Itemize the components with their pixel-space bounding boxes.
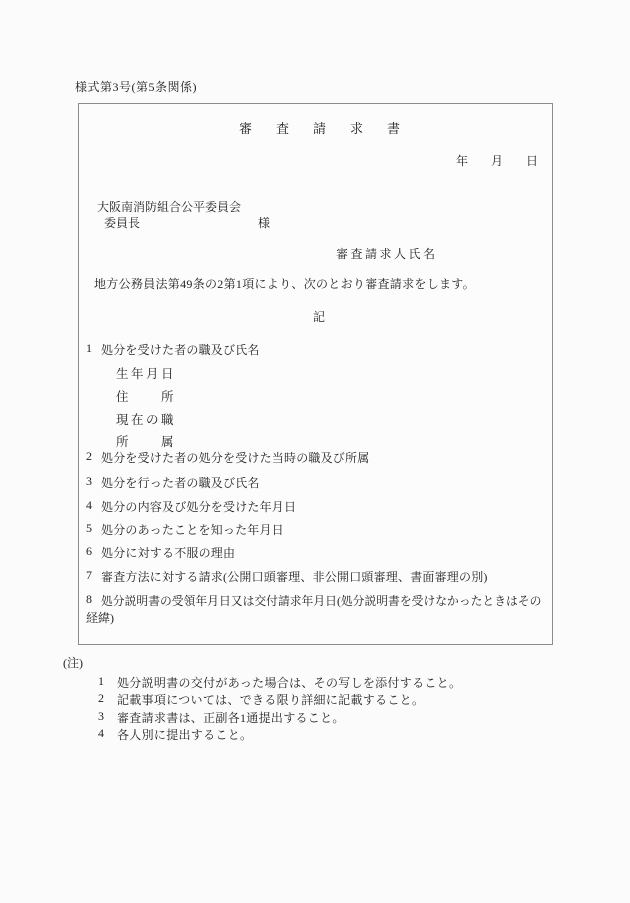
list-item-6: [79, 544, 552, 559]
note-number: 4: [98, 726, 104, 740]
legal-basis-statement: 地方公務員法第49条の2第1項により、次のとおり審査請求をします。: [94, 277, 475, 291]
note-number: 2: [98, 691, 104, 705]
item-text: 処分説明書の受領年月日又は交付請求年月日(処分説明書を受けなかったときはその: [101, 594, 542, 608]
claim-form-box: [78, 103, 553, 645]
item-number: 1: [86, 341, 92, 355]
item-text: 処分に対する不服の理由: [101, 546, 236, 560]
day-label: 日: [526, 154, 539, 168]
item-number: 4: [86, 498, 92, 512]
addressee-organization: 大阪南消防組合公平委員会: [97, 200, 242, 214]
item-number: 2: [86, 449, 92, 463]
note-item-4: [0, 726, 630, 741]
item-text: 処分を受けた者の処分を受けた当時の職及び所属: [101, 451, 370, 465]
list-item-1: [79, 341, 552, 356]
list-item-5: [79, 521, 552, 536]
note-text: 審査請求書は、正副各1通提出すること。: [117, 711, 345, 725]
note-item-1: [0, 674, 630, 689]
item-text: 処分のあったことを知った年月日: [101, 523, 284, 537]
claimant-name-label: 審査請求人氏名: [336, 247, 438, 261]
form-title: 審査請求書: [239, 121, 425, 136]
form-number-label: 様式第3号(第5条関係): [75, 80, 197, 94]
note-number: 1: [98, 674, 104, 688]
item-number: 5: [86, 521, 92, 535]
note-item-2: [0, 691, 630, 706]
sub-item-current-post: 現在の職: [116, 413, 177, 427]
note-number: 3: [98, 709, 104, 723]
note-item-3: [0, 709, 630, 724]
year-label: 年: [456, 154, 469, 168]
note-text: 各人別に提出すること。: [117, 728, 253, 742]
list-item-3: [79, 474, 552, 489]
note-text: 処分説明書の交付があった場合は、その写しを添付すること。: [117, 676, 462, 690]
month-label: 月: [491, 154, 504, 168]
sub-item-address: 住 所: [116, 390, 177, 404]
note-text: 記載事項については、できる限り詳細に記載すること。: [117, 693, 425, 707]
date-line: [79, 154, 552, 168]
list-item-8-continuation: 経緯): [86, 611, 114, 625]
addressee-title: 委員長: [104, 216, 141, 230]
list-item-8: [79, 592, 552, 607]
item-number: 8: [86, 592, 92, 606]
sub-item-birthdate: 生年月日: [116, 367, 177, 381]
item-number: 7: [86, 568, 92, 582]
sub-item-affiliation: 所 属: [116, 435, 177, 449]
addressee-line: [79, 216, 552, 230]
item-number: 6: [86, 544, 92, 558]
item-text: 審査方法に対する請求(公開口頭審理、非公開口頭審理、書面審理の別): [101, 570, 488, 584]
item-text: 処分の内容及び処分を受けた年月日: [101, 500, 297, 514]
ki-heading: 記: [313, 310, 326, 324]
list-item-2: [79, 449, 552, 464]
item-number: 3: [86, 474, 92, 488]
notes-heading: (注): [63, 656, 83, 670]
list-item-4: [79, 498, 552, 513]
item-text: 処分を行った者の職及び氏名: [101, 476, 260, 490]
list-item-7: [79, 568, 552, 583]
item-text: 処分を受けた者の職及び氏名: [101, 343, 260, 357]
honorific-label: 様: [258, 216, 271, 230]
